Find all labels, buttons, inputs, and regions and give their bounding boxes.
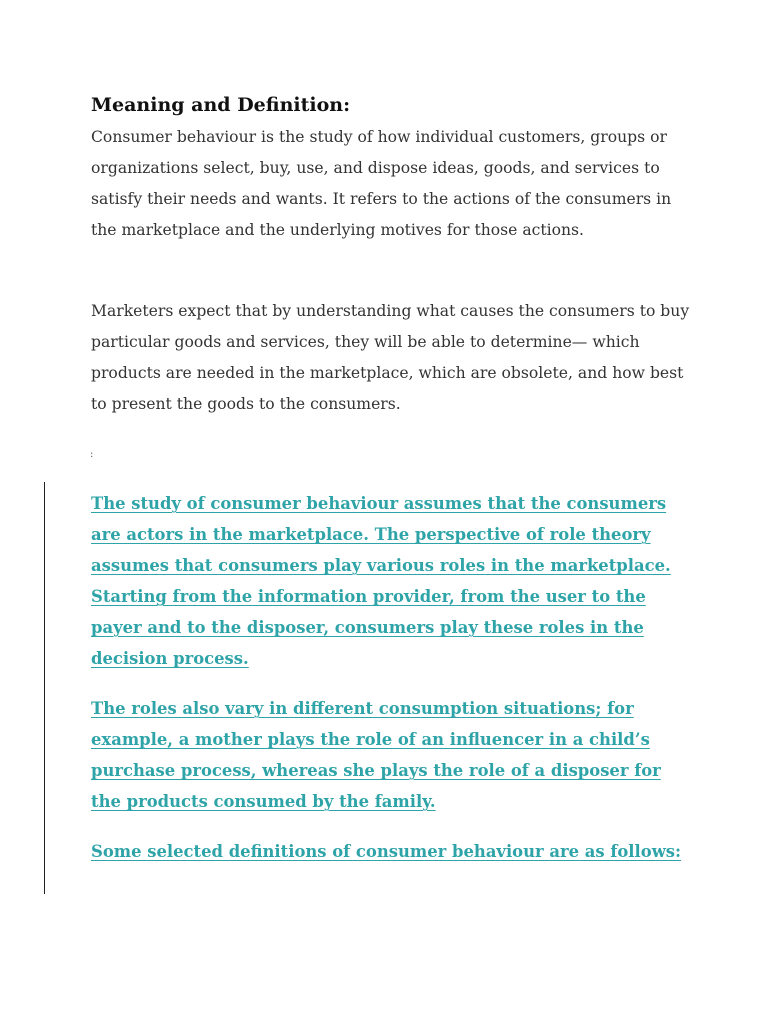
link-paragraph-role-theory[interactable]: The study of consumer behaviour assumes that the consumers are actors in the marketplace. The perspective of role theory assumes that consumers play various roles in the marketplace. Starting from the information provider, from the user to the payer and to the disposer, consumers play these roles in the decision process. (91, 494, 671, 668)
section-heading: Meaning and Definition: (91, 94, 351, 116)
separator-colon: : (90, 449, 94, 460)
change-bar (44, 482, 45, 894)
paragraph-marketers: Marketers expect that by understanding what causes the consumers to buy particular goods and services, they will be able to determine— which products are needed in the marketplace, which are obsolete, and how best to present the goods to the consumers. (91, 302, 690, 413)
link-paragraph-definitions[interactable]: Some selected definitions of consumer behaviour are as follows: (91, 842, 682, 861)
link-paragraph-roles-vary[interactable]: The roles also vary in different consumption situations; for example, a mother plays the role of an influencer in a child’s purchase process, whereas she plays the role of a disposer for the products consumed by the family. (91, 699, 661, 811)
paragraph-definition: Consumer behaviour is the study of how individual customers, groups or organizations select, buy, use, and dispose ideas, goods, and services to satisfy their needs and wants. It refers to the actions of the consumers in the marketplace and the underlying motives for those actions. (91, 128, 672, 239)
